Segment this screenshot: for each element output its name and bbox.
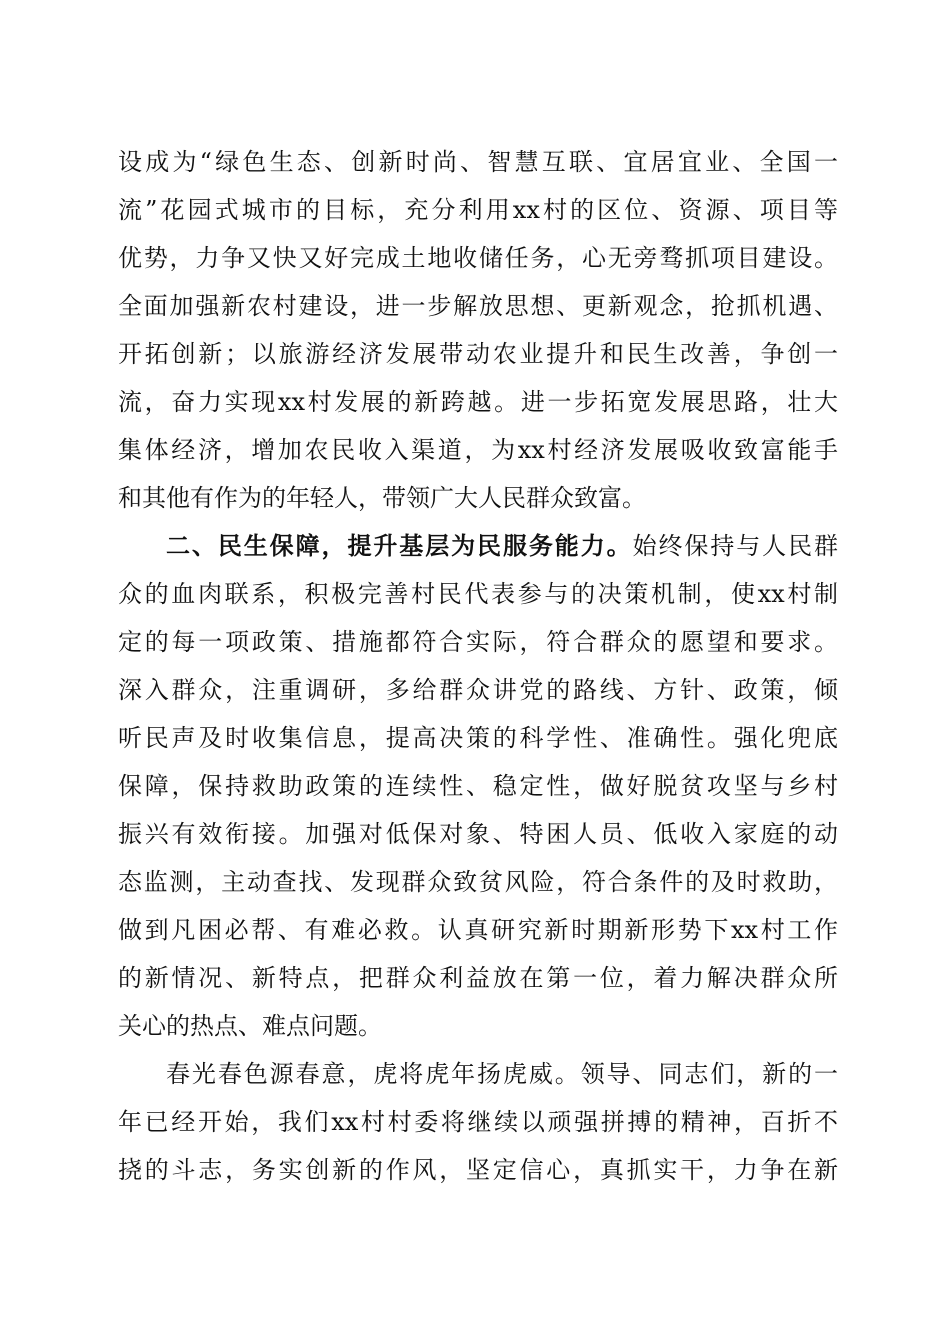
text-line: 设成为“绿色生态、创新时尚、智慧互联、宜居宜业、全国一 bbox=[118, 148, 838, 176]
text-line: 做到凡困必帮、有难必救。认真研究新时期新形势下xx村工作 bbox=[118, 916, 838, 944]
text-span: 始终保持与人民群 bbox=[632, 532, 839, 560]
text-line: 挠的斗志，务实创新的作风，坚定信心，真抓实干，力争在新 bbox=[118, 1156, 838, 1184]
text-line: 关心的热点、难点问题。 bbox=[118, 1012, 382, 1040]
text-line: 众的血肉联系，积极完善村民代表参与的决策机制，使xx村制 bbox=[118, 580, 838, 608]
text-line: 深入群众，注重调研，多给群众讲党的路线、方针、政策，倾 bbox=[118, 676, 838, 704]
text-line: 春光春色源春意，虎将虎年扬虎威。领导、同志们，新的一 bbox=[166, 1060, 838, 1088]
text-line: 开拓创新；以旅游经济发展带动农业提升和民生改善，争创一 bbox=[118, 340, 838, 368]
section-heading: 二、民生保障，提升基层为民服务能力。 bbox=[166, 532, 633, 560]
text-line: 流，奋力实现xx村发展的新跨越。进一步拓宽发展思路，壮大 bbox=[118, 388, 838, 416]
text-line: 全面加强新农村建设，进一步解放思想、更新观念，抢抓机遇、 bbox=[118, 292, 838, 320]
text-line: 年已经开始，我们xx村村委将继续以顽强拼搏的精神，百折不 bbox=[118, 1108, 838, 1136]
text-line: 流”花园式城市的目标，充分利用xx村的区位、资源、项目等 bbox=[118, 196, 838, 224]
text-line: 态监测，主动查找、发现群众致贫风险，符合条件的及时救助， bbox=[118, 868, 838, 896]
text-line: 的新情况、新特点，把群众利益放在第一位，着力解决群众所 bbox=[118, 964, 838, 992]
text-line: 集体经济，增加农民收入渠道，为xx村经济发展吸收致富能手 bbox=[118, 436, 838, 464]
text-line: 定的每一项政策、措施都符合实际，符合群众的愿望和要求。 bbox=[118, 628, 838, 656]
text-line: 听民声及时收集信息，提高决策的科学性、准确性。强化兜底 bbox=[118, 724, 838, 752]
paragraph-2-first-line bbox=[166, 526, 838, 566]
text-line: 和其他有作为的年轻人，带领广大人民群众致富。 bbox=[118, 484, 646, 512]
text-line: 优势，力争又快又好完成土地收储任务，心无旁骛抓项目建设。 bbox=[118, 244, 838, 272]
text-line: 保障，保持救助政策的连续性、稳定性，做好脱贫攻坚与乡村 bbox=[118, 772, 838, 800]
text-line: 振兴有效衔接。加强对低保对象、特困人员、低收入家庭的动 bbox=[118, 820, 838, 848]
